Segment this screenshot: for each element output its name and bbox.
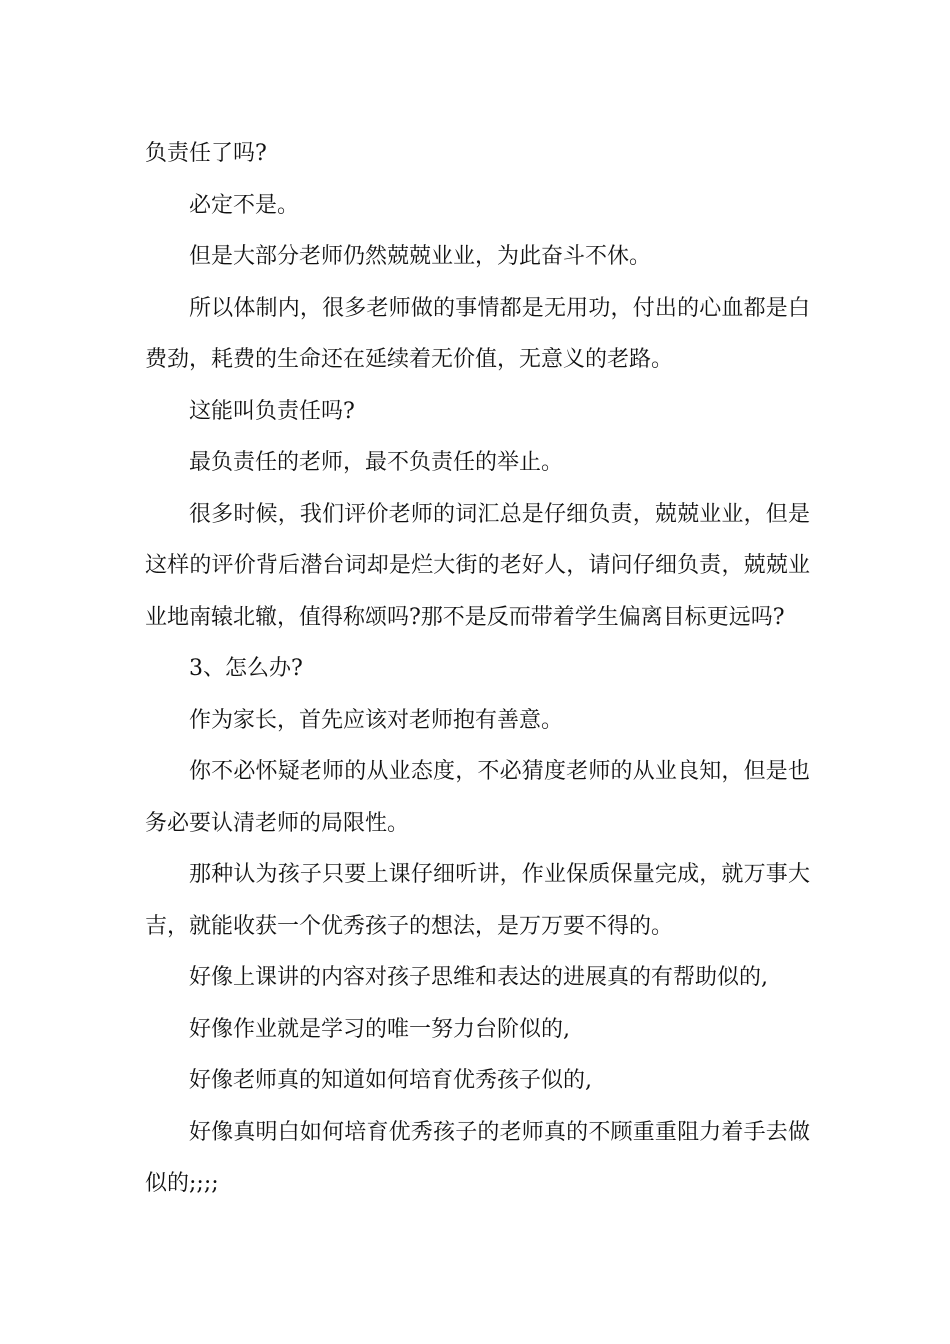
paragraph: 你不必怀疑老师的从业态度，不必猜度老师的从业良知，但是也务必要认清老师的局限性。 [145,759,810,836]
paragraph: 好像作业就是学习的唯一努力台阶似的, [189,1016,570,1042]
paragraph: 负责任了吗? [145,141,267,166]
paragraph: 但是大部分老师仍然兢兢业业，为此奋斗不休。 [189,244,652,269]
section-heading: 3、怎么办? [189,656,303,681]
paragraph: 很多时候，我们评价老师的词汇总是仔细负责，兢兢业业，但是这样的评价背后潜台词却是烂大街的老好人，请问仔细负责，兢兢业业地南辕北辙，值得称颂吗?那不是反而带着学生偏离目标更远吗? [145,501,810,630]
document-page [145,128,810,1210]
paragraph: 好像真明白如何培育优秀孩子的老师真的不顾重重阻力着手去做似的;;;; [145,1119,810,1196]
paragraph: 好像上课讲的内容对孩子思维和表达的进展真的有帮助似的, [189,965,768,990]
paragraph: 最负责任的老师，最不负责任的举止。 [189,450,564,475]
paragraph: 这能叫负责任吗? [189,398,355,424]
paragraph: 那种认为孩子只要上课仔细听讲，作业保质保量完成，就万事大吉，就能收获一个优秀孩子的想法，是万万要不得的。 [145,862,810,939]
paragraph: 必定不是。 [189,192,300,218]
paragraph: 所以体制内，很多老师做的事情都是无用功，付出的心血都是白费劲，耗费的生命还在延续着无价值，无意义的老路。 [145,295,810,372]
paragraph: 作为家长，首先应该对老师抱有善意。 [189,707,564,733]
paragraph: 好像老师真的知道如何培育优秀孩子似的, [189,1068,592,1093]
